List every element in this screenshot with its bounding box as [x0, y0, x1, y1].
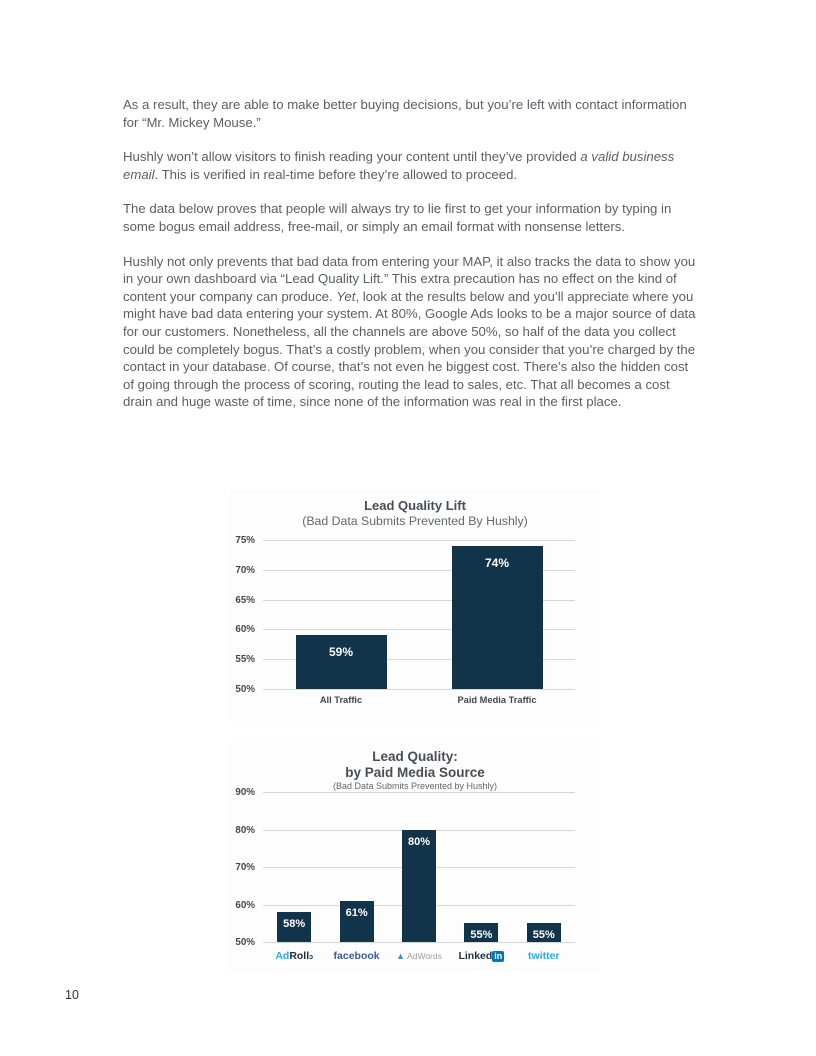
y-axis-tick-label: 75% — [235, 535, 255, 546]
bar-adroll — [277, 912, 311, 942]
text-run: Hushly not only prevents that bad data from entering your MAP, it also tracks the data to show you in your own dashboard via “Lead Quality Lift.” This extra precaution has no effect on the kind of content your company can produce. — [123, 253, 696, 304]
y-axis-tick-label: 65% — [235, 594, 255, 606]
lead-quality-lift-chart — [229, 489, 601, 722]
paragraph — [123, 96, 698, 131]
bar-value-label: 55% — [532, 929, 555, 942]
gridline — [263, 540, 575, 541]
gridline — [263, 792, 575, 793]
y-axis-tick-label: 70% — [235, 862, 255, 873]
bar-paid-media-traffic — [452, 546, 543, 689]
chart-subtitle: (Bad Data Submits Prevented by Hushly) — [332, 781, 498, 791]
adroll-logo — [263, 950, 325, 962]
y-axis-tick-label: 55% — [235, 654, 255, 666]
chart-title-line-1: Lead Quality: — [372, 749, 458, 764]
logo-text: facebook — [333, 950, 380, 962]
paragraph — [123, 200, 698, 235]
x-axis-category-label: All Traffic — [319, 695, 363, 705]
paragraph — [123, 253, 698, 411]
y-axis-tick-label: 50% — [235, 684, 255, 695]
text-run: The data below proves that people will always try to lie first to get your information by typing in some bogus email address, free-mail, or simply an email format with nonsense letters. — [123, 201, 672, 234]
y-axis-tick-label: 90% — [235, 787, 255, 798]
bar-linkedin — [464, 923, 498, 942]
bar-value-label: 80% — [407, 835, 431, 848]
y-axis-tick-label: 60% — [235, 899, 255, 911]
chart-title — [229, 749, 601, 780]
logo-text: twitter — [528, 950, 560, 962]
logo-text: in — [494, 951, 503, 961]
text-run: Hushly won’t allow visitors to finish reading your content until they’ve provided — [123, 149, 581, 165]
bar-facebook — [340, 901, 374, 942]
bar-value-label: 59% — [328, 645, 354, 660]
chart-title-line-2: by Paid Media Source — [345, 764, 485, 780]
lead-quality-by-source-chart — [229, 742, 601, 973]
bar-twitter — [527, 923, 561, 942]
y-axis-tick-label: 50% — [235, 937, 255, 948]
text-run: As a result, they are able to make better buying decisions, but you’re left with contact information for “Mr. Mickey Mouse.” — [123, 97, 687, 130]
text-run: , look at the results below and you’ll appreciate where you might have bad data entering your system. At 80%, Google Ads looks to be a major source of data for our customers. Nonetheless, all the channels are above 50%, so half of the data you collect could be completely bogus. That’s a costly problem, when you consider that you’re charged by the contact in your database. Of course, that’s not even he biggest cost. There’s also the hidden cost of going through the process of scoring, routing the lead to sales, etc. That all becomes a cost drain and huge waste of time, since none of the information was real in the first place. — [123, 288, 696, 410]
logo-text: Ad — [275, 950, 290, 962]
chart-subtitle: (Bad Data Submits Prevented By Hushly) — [302, 514, 528, 528]
gridline — [263, 942, 575, 943]
italic-text-run: a valid business email — [123, 149, 675, 182]
y-axis-tick-label: 60% — [235, 624, 255, 636]
logo-text: AdWords — [407, 951, 442, 961]
bar-value-label: 58% — [283, 918, 306, 930]
y-axis-tick-label: 80% — [235, 824, 255, 836]
linkedin-logo — [450, 950, 512, 962]
twitter-logo — [513, 950, 575, 962]
bar-value-label: 61% — [345, 906, 368, 919]
y-axis-tick-label: 70% — [235, 564, 255, 576]
logo-text: Linked — [458, 950, 493, 962]
logo-text: Roll — [289, 950, 310, 962]
italic-text-run: Yet — [336, 288, 356, 304]
bar-all-traffic — [296, 635, 387, 689]
body-text — [123, 96, 698, 428]
page-number: 10 — [65, 988, 79, 1002]
logo-text: ɔ — [309, 954, 314, 961]
bar-adwords — [402, 830, 436, 943]
gridline — [263, 689, 575, 690]
bar-value-label: 74% — [484, 555, 510, 570]
facebook-logo — [325, 950, 387, 962]
adwords-logo — [388, 950, 450, 962]
text-run: . This is verified in real-time before they’re allowed to proceed. — [154, 166, 518, 182]
paragraph — [123, 148, 698, 183]
chart-title: Lead Quality Lift — [364, 498, 466, 513]
adwords-icon: ▲ — [396, 951, 406, 961]
bar-value-label: 55% — [470, 929, 493, 942]
x-axis-category-label: Paid Media Traffic — [457, 695, 537, 705]
